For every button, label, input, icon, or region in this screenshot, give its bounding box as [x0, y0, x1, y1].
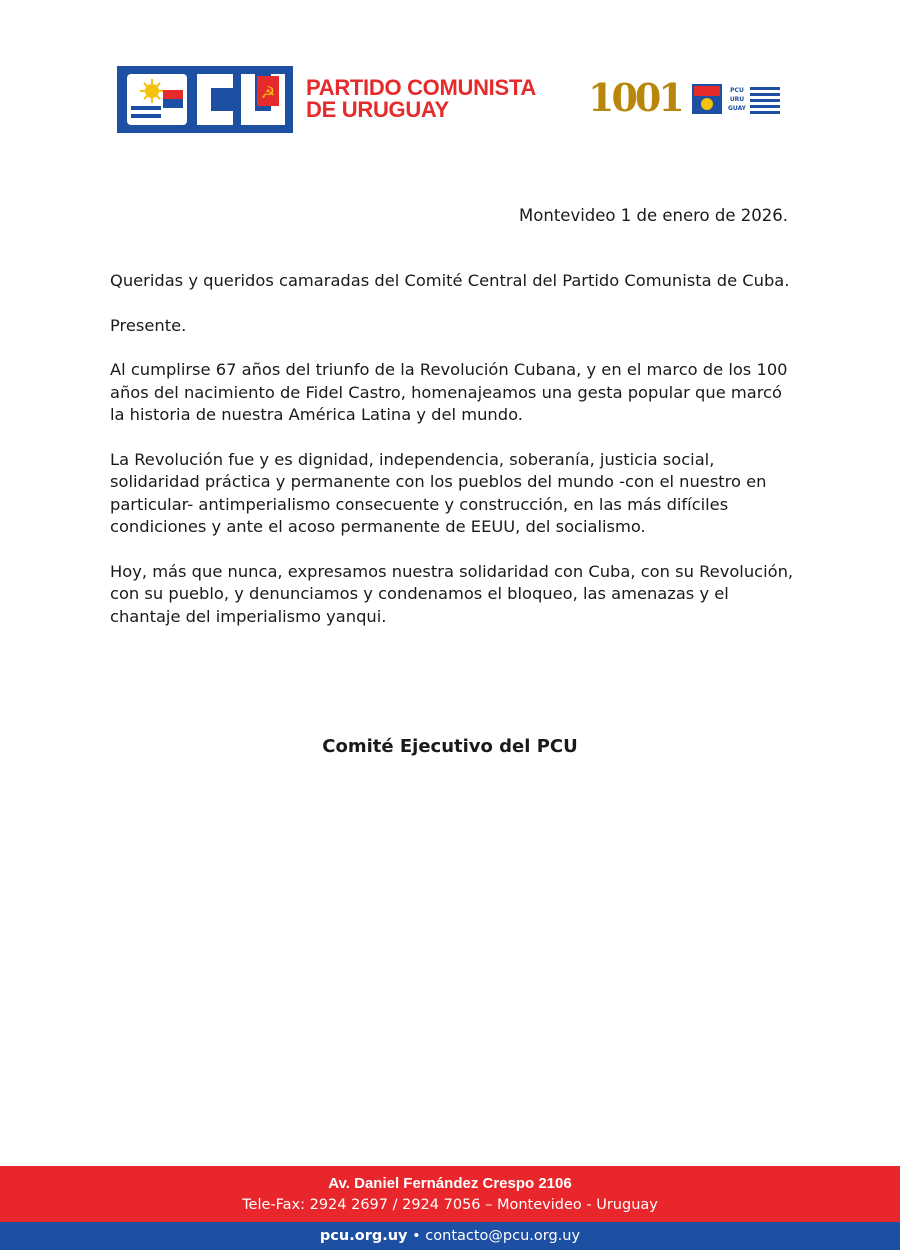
footer-website-link[interactable]: pcu.org.uy	[319, 1228, 408, 1244]
footer-address: Av. Daniel Fernández Crespo 2106	[328, 1175, 572, 1192]
footer-contact-band	[0, 1222, 900, 1250]
svg-text:URU: URU	[729, 96, 745, 103]
pcu-uruguay-mini-logo	[692, 82, 782, 120]
party-name	[306, 77, 536, 121]
salutation: Queridas y queridos camaradas del Comité Central del Partido Comunista de Cuba.	[110, 271, 790, 290]
footer-email-link[interactable]: contacto@pcu.org.uy	[425, 1228, 581, 1244]
svg-text:☭: ☭	[260, 83, 276, 102]
letter-body	[110, 270, 800, 650]
footer-separator: •	[412, 1228, 421, 1244]
signature: Comité Ejecutivo del PCU	[322, 736, 578, 757]
pcu-logo	[117, 66, 293, 133]
anniversary-logo: 1001	[588, 75, 682, 120]
party-name-line1: PARTIDO COMUNISTA	[306, 75, 536, 100]
paragraph-anniversary: Al cumplirse 67 años del triunfo de la Revolución Cubana, y en el marco de los 100 años del nacimiento de Fidel Castro, homenajeamos una gesta popular que marcó la historia de nuestra América Latina y del mundo.	[110, 360, 788, 424]
letter-date: Montevideo 1 de enero de 2026.	[519, 206, 788, 225]
svg-text:GUAY: GUAY	[727, 105, 747, 112]
paragraph-solidarity: Hoy, más que nunca, expresamos nuestra solidaridad con Cuba, con su Revolución, con su pueblo, y denunciamos y condenamos el bloqueo, las amenazas y el chantaje del imperialismo yanqui.	[110, 561, 794, 626]
footer-phone: Tele-Fax: 2924 2697 / 2924 7056 – Montevideo - Uruguay	[242, 1197, 658, 1213]
party-name-line2: DE URUGUAY	[306, 97, 449, 122]
footer-address-band	[0, 1166, 900, 1222]
presente: Presente.	[110, 315, 187, 335]
svg-text:PCU: PCU	[730, 87, 744, 94]
paragraph-revolution: La Revolución fue y es dignidad, independencia, soberanía, justicia social, solidaridad práctica y permanente con los pueblos del mundo -con el nuestro en particular- antimperialismo consecuente y construcción, en las más difíciles condiciones y ante el acoso permanente de EEUU, del socialismo.	[110, 449, 767, 536]
letterhead	[0, 0, 900, 150]
